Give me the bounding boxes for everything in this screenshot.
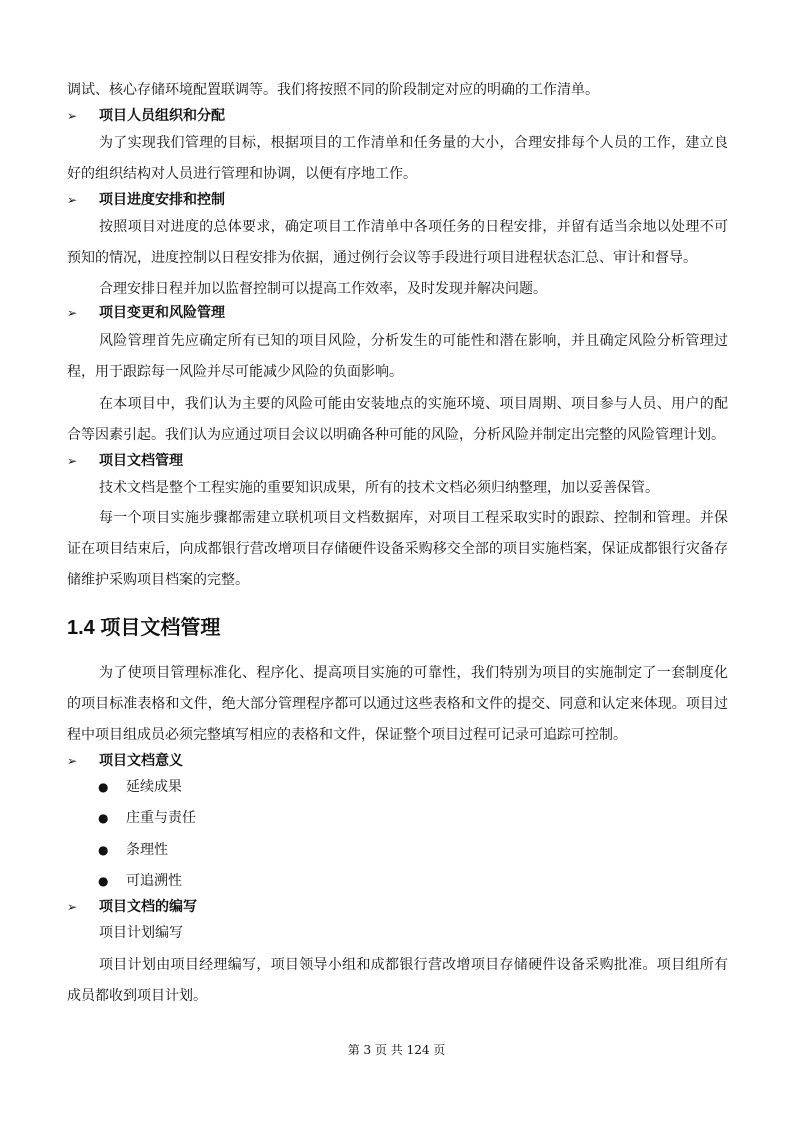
list-item-text: 延续成果 (126, 779, 182, 795)
paragraph: 每一个项目实施步骤都需建立联机项目文档数据库，对项目工程采取实时的跟踪、控制和管理。并保证在项目结束后，向成都银行营改增项目存储硬件设备采购移交全部的项目实施档案，保证成都银行灾备存储维护采购项目档案的完整。 (67, 510, 728, 588)
heading-text: 项目文档管理 (99, 453, 183, 469)
bullet-dot-icon: ● (98, 874, 109, 888)
arrow-bullet-icon: ➢ (67, 900, 78, 914)
section-heading (67, 105, 728, 127)
arrow-bullet-icon: ➢ (67, 754, 78, 768)
paragraph: 调试、核心存储环境配置联调等。我们将按照不同的阶段制定对应的明确的工作清单。 (67, 82, 599, 98)
list-item (98, 839, 759, 861)
list-item (98, 870, 759, 892)
section-heading (67, 189, 728, 211)
heading-text: 项目人员组织和分配 (99, 108, 225, 124)
arrow-bullet-icon: ➢ (67, 454, 78, 468)
paragraph: 在本项目中，我们认为主要的风险可能由安装地点的实施环境、项目周期、项目参与人员、用户的配合等因素引起。我们认为应通过项目会议以明确各种可能的风险，分析风险并制定出完整的风险管理计划。 (67, 396, 728, 443)
chapter-heading: 1.4 项目文档管理 (67, 617, 221, 639)
arrow-bullet-icon: ➢ (67, 306, 78, 320)
paragraph: 合理安排日程并加以监督控制可以提高工作效率，及时发现并解决问题。 (99, 281, 547, 297)
section-heading (67, 302, 728, 324)
arrow-bullet-icon: ➢ (67, 193, 78, 207)
list-item-text: 条理性 (126, 842, 168, 858)
heading-text: 项目进度安排和控制 (99, 192, 225, 208)
paragraph: 项目计划编写 (99, 925, 183, 941)
paragraph: 项目计划由项目经理编写，项目领导小组和成都银行营改增项目存储硬件设备采购批准。项目组所有成员都收到项目计划。 (67, 957, 728, 1004)
heading-text: 项目文档的编写 (99, 899, 197, 915)
list-item (98, 776, 759, 798)
paragraph: 为了使项目管理标准化、程序化、提高项目实施的可靠性，我们特别为项目的实施制定了一套制度化的项目标准表格和文件，绝大部分管理程序都可以通过这些表格和文件的提交、同意和认定来体现。项目过程中项目组成员必须完整填写相应的表格和文件，保证整个项目过程可记录可追踪可控制。 (67, 665, 728, 743)
heading-text: 项目文档意义 (99, 753, 183, 769)
paragraph: 技术文档是整个工程实施的重要知识成果，所有的技术文档必须归纳整理，加以妥善保管。 (99, 480, 659, 496)
list-item (98, 807, 759, 829)
arrow-bullet-icon: ➢ (67, 109, 78, 123)
bullet-dot-icon: ● (98, 843, 109, 857)
section-heading (67, 750, 728, 772)
bullet-dot-icon: ● (98, 811, 109, 825)
list-item-text: 可追溯性 (126, 873, 182, 889)
heading-text: 项目变更和风险管理 (99, 305, 225, 321)
section-heading (67, 450, 728, 472)
bullet-dot-icon: ● (98, 780, 109, 794)
page-footer: 第 3 页 共 124 页 (347, 1043, 446, 1057)
section-heading (67, 896, 728, 918)
paragraph: 为了实现我们管理的目标，根据项目的工作清单和任务量的大小，合理安排每个人员的工作，建立良好的组织结构对人员进行管理和协调，以便有序地工作。 (67, 135, 728, 182)
paragraph: 风险管理首先应确定所有已知的项目风险，分析发生的可能性和潜在影响，并且确定风险分析管理过程，用于跟踪每一风险并尽可能减少风险的负面影响。 (67, 333, 728, 380)
list-item-text: 庄重与责任 (126, 810, 196, 826)
paragraph: 按照项目对进度的总体要求，确定项目工作清单中各项任务的日程安排，并留有适当余地以处理不可预知的情况，进度控制以日程安排为依据，通过例行会议等手段进行项目进程状态汇总、审计和督导。 (67, 219, 728, 266)
